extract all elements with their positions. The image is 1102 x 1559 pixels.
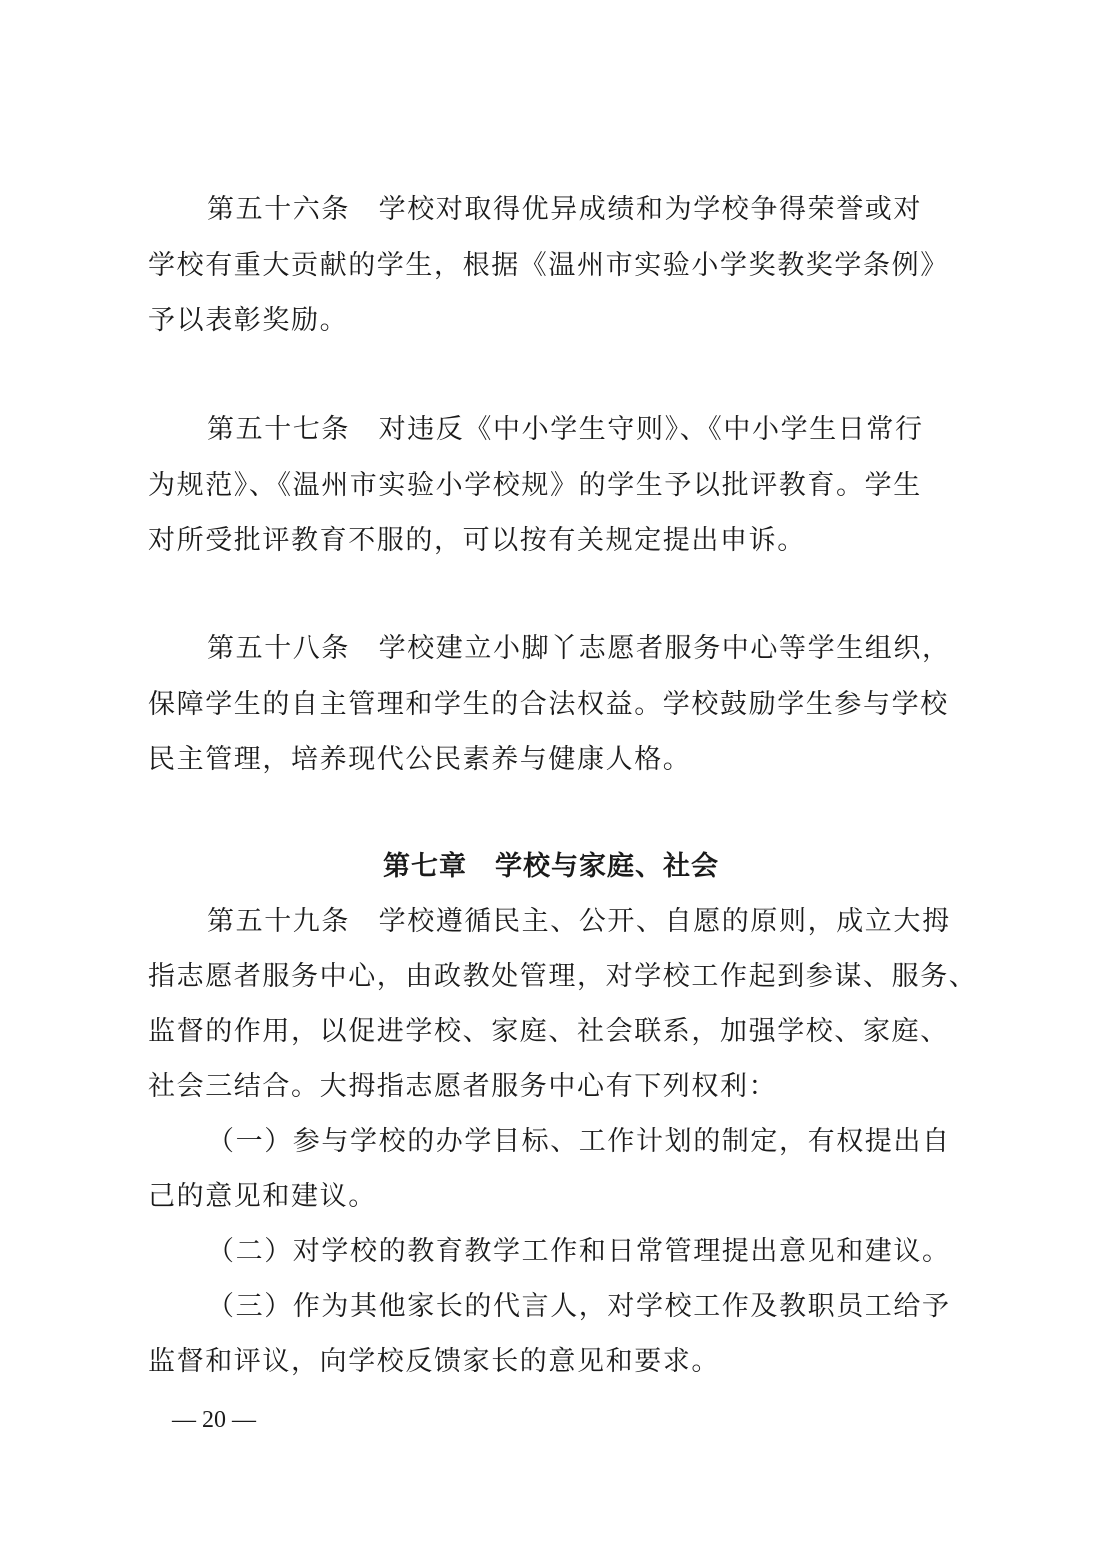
article-57-line-2: 为规范》、《温州市实验小学校规》的学生予以批评教育。学生 [148,470,922,501]
article-58-line-2: 保障学生的自主管理和学生的合法权益。学校鼓励学生参与学校 [148,689,949,720]
article-59-item-1-line-1: （一）参与学校的办学目标、工作计划的制定，有权提出自 [207,1126,951,1157]
article-58-line-1: 第五十八条 学校建立小脚丫志愿者服务中心等学生组织， [207,633,951,664]
article-56-line-3: 予以表彰奖励。 [148,305,349,336]
article-56-line-2: 学校有重大贡献的学生，根据《温州市实验小学奖教奖学条例》 [148,250,949,281]
article-59-line-4: 社会三结合。大拇指志愿者服务中心有下列权利： [148,1071,778,1102]
article-59-item-3-line-1: （三）作为其他家长的代言人，对学校工作及教职员工给予 [207,1291,951,1322]
article-58-line-3: 民主管理，培养现代公民素养与健康人格。 [148,744,692,775]
article-59-item-2-line-1: （二）对学校的教育教学工作和日常管理提出意见和建议。 [207,1236,951,1267]
article-59-line-3: 监督的作用，以促进学校、家庭、社会联系，加强学校、家庭、 [148,1016,949,1047]
article-56-line-1: 第五十六条 学校对取得优异成绩和为学校争得荣誉或对 [207,194,922,225]
article-59-item-1-line-2: 己的意见和建议。 [148,1181,377,1212]
article-59-line-1: 第五十九条 学校遵循民主、公开、自愿的原则，成立大拇 [207,906,951,937]
page-number: — 20 — [172,1407,256,1433]
chapter-title: 第七章 学校与家庭、社会 [383,851,719,882]
article-57-line-3: 对所受批评教育不服的，可以按有关规定提出申诉。 [148,525,806,556]
article-59-item-3-line-2: 监督和评议，向学校反馈家长的意见和要求。 [148,1346,720,1377]
article-59-line-2: 指志愿者服务中心，由政教处管理，对学校工作起到参谋、服务、 [148,961,978,992]
article-57-line-1: 第五十七条 对违反《中小学生守则》、《中小学生日常行 [207,414,924,445]
